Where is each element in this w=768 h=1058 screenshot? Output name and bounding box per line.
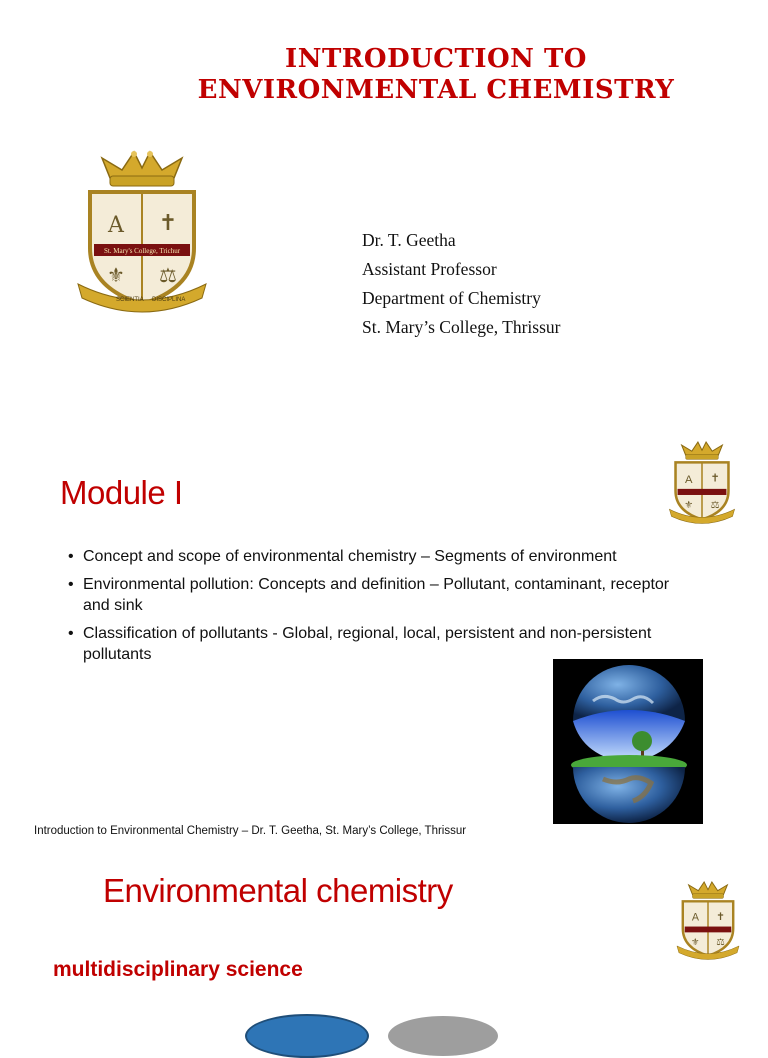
svg-text:⚜: ⚜ [107, 265, 125, 287]
bullet-dot: • [68, 625, 74, 642]
college-crest-icon [72, 148, 212, 313]
environmental-chemistry-title: Environmental chemistry [103, 872, 453, 909]
title-line-2: ENVIRONMENTAL CHEMISTRY [197, 75, 675, 105]
svg-text:⚖: ⚖ [716, 936, 725, 948]
bullet-text: Concept and scope of environmental chemistry – Segments of environment [83, 548, 617, 565]
college-crest-icon [664, 440, 740, 524]
author-block [362, 226, 561, 342]
svg-text:⚖: ⚖ [159, 265, 177, 287]
crest-motto-left: SCIENTIA [116, 297, 144, 303]
svg-text:✝: ✝ [716, 910, 726, 923]
svg-text:⚜: ⚜ [691, 936, 700, 948]
diagram-ellipse-blue [245, 1014, 369, 1058]
author-role: Assistant Professor [362, 259, 497, 279]
bullet-dot: • [68, 576, 74, 593]
author-name: Dr. T. Geetha [362, 230, 456, 250]
author-department: Department of Chemistry [362, 288, 541, 308]
slide1-title [0, 44, 768, 106]
crest-motto-right: DISCIPLINA [152, 297, 186, 303]
svg-text:✝: ✝ [158, 210, 178, 235]
svg-text:⚜: ⚜ [684, 500, 694, 512]
bullet-text: Classification of pollutants - Global, regional, local, persistent and non-persistent pollutants [83, 625, 652, 663]
list-item [68, 546, 688, 567]
title-line-1: INTRODUCTION TO [285, 44, 587, 74]
diagram-ellipse-gray [388, 1016, 498, 1056]
svg-text:⚖: ⚖ [710, 500, 720, 512]
multidisciplinary-subtitle: multidisciplinary science [53, 958, 303, 981]
svg-text:✝: ✝ [710, 472, 720, 485]
module-bullet-list [68, 546, 688, 672]
crest-banner-text: St. Mary's College, Trichur [103, 247, 181, 255]
earth-image [553, 659, 703, 824]
svg-text:A: A [685, 473, 693, 486]
svg-text:A: A [108, 213, 124, 238]
bullet-text: Environmental pollution: Concepts and definition – Pollutant, contaminant, receptor and sink [83, 576, 670, 614]
list-item [68, 574, 688, 616]
slide-footer: Introduction to Environmental Chemistry – Dr. T. Geetha, St. Mary’s College, Thrissur [34, 825, 467, 837]
svg-text:A: A [691, 911, 699, 924]
earth-split-icon [553, 659, 703, 824]
college-crest-icon [672, 880, 744, 960]
author-college: St. Mary’s College, Thrissur [362, 317, 561, 337]
bullet-dot: • [68, 548, 74, 565]
module-title: Module I [60, 474, 183, 511]
